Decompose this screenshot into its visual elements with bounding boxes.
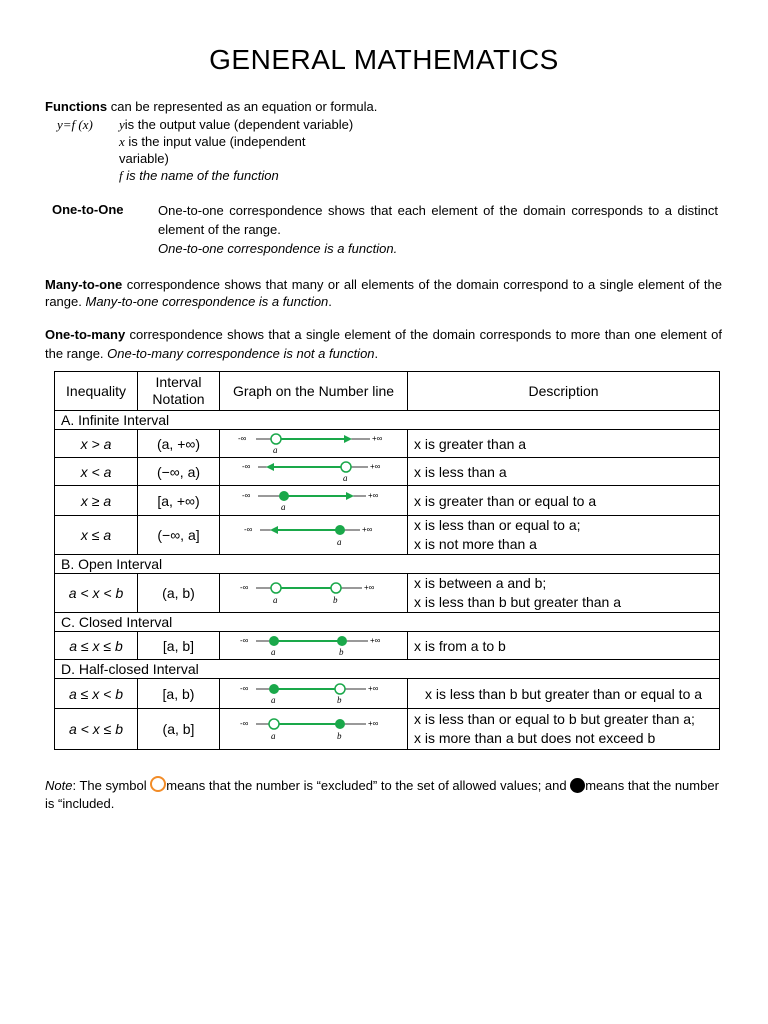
closed-point xyxy=(269,684,279,694)
number-line xyxy=(234,522,394,548)
definition-line: x is the input value (independent xyxy=(119,134,306,149)
pos-inf-label: +∞ xyxy=(371,433,382,443)
number-line xyxy=(234,634,394,658)
point-a-label: a xyxy=(342,472,347,483)
many-to-one-paragraph: Many-to-one correspondence shows that many or all elements of the domain correspond to a single element of the range. Many-to-one correspondence is a function. xyxy=(45,277,722,309)
definition-line: f is the name of the function xyxy=(119,168,279,183)
arrow-left-icon xyxy=(266,463,274,471)
neg-inf-label: -∞ xyxy=(239,683,248,693)
neg-inf-label: -∞ xyxy=(239,635,248,645)
pos-inf-label: +∞ xyxy=(363,583,374,592)
number-line xyxy=(234,489,394,513)
functions-intro xyxy=(45,98,725,115)
table-row xyxy=(55,430,720,458)
pos-inf-label: +∞ xyxy=(367,490,378,500)
description-cell: x is greater than or equal to a xyxy=(408,486,720,516)
interval-cell: [a, +∞) xyxy=(138,486,220,516)
definition-line: variable) xyxy=(119,151,169,166)
interval-table xyxy=(54,371,720,750)
open-point xyxy=(335,684,345,694)
inequality-cell: a < x < b xyxy=(55,574,138,613)
inequality-cell: a ≤ x < b xyxy=(55,679,138,709)
neg-inf-label: -∞ xyxy=(243,525,252,534)
interval-cell: (a, +∞) xyxy=(138,430,220,458)
description-cell: x is less than b but greater than or equal to a xyxy=(408,679,720,709)
point-b-label: b xyxy=(332,595,337,605)
section-infinite: A. Infinite Interval xyxy=(55,411,720,430)
open-point xyxy=(269,719,279,729)
table-row xyxy=(55,574,720,613)
table-row xyxy=(55,516,720,555)
section-row xyxy=(55,613,720,632)
interval-cell: [a, b) xyxy=(138,679,220,709)
point-a-label: a xyxy=(280,501,285,512)
open-point xyxy=(271,434,281,444)
one-to-one-text: One-to-one correspondence shows that each element of the domain corresponds to a distinct element of the range. One-to-one correspondence is a function. xyxy=(158,203,718,256)
table-row xyxy=(55,709,720,750)
one-to-many-paragraph: One-to-many correspondence shows that a single element of the domain corresponds to more than one element of the range. One-to-many correspondence is not a function. xyxy=(45,327,722,361)
function-definitions xyxy=(119,116,379,184)
description-cell: x is between a and b; x is less than b but greater than a xyxy=(408,574,720,613)
arrow-left-icon xyxy=(270,526,278,534)
definition-line: yis the output value (dependent variable) xyxy=(119,117,354,132)
closed-point xyxy=(279,491,289,501)
interval-cell: (a, b] xyxy=(138,709,220,750)
section-closed: C. Closed Interval xyxy=(55,613,720,632)
point-a-label: a xyxy=(270,646,275,657)
header-description: Description xyxy=(408,372,720,411)
function-formula: y=f (x) xyxy=(57,117,93,132)
inequality-cell: x ≤ a xyxy=(55,516,138,555)
closed-point xyxy=(269,636,279,646)
section-row xyxy=(55,660,720,679)
inequality-cell: x ≥ a xyxy=(55,486,138,516)
open-point xyxy=(341,462,351,472)
description-cell: x is less than or equal to b but greater than a; x is more than a but does not exceed b xyxy=(408,709,720,750)
graph-cell xyxy=(220,516,408,555)
neg-inf-label: -∞ xyxy=(239,583,248,592)
section-row xyxy=(55,555,720,574)
section-row xyxy=(55,411,720,430)
point-a-label: a xyxy=(336,537,341,547)
graph-cell xyxy=(220,709,408,750)
interval-cell: (a, b) xyxy=(138,574,220,613)
neg-inf-label: -∞ xyxy=(241,461,250,471)
graph-cell xyxy=(220,486,408,516)
open-circle-icon xyxy=(150,776,166,792)
graph-cell xyxy=(220,458,408,486)
number-line xyxy=(234,432,394,456)
number-line xyxy=(234,682,394,706)
table-row xyxy=(55,679,720,709)
number-line xyxy=(234,716,394,742)
one-to-one-label: One-to-One xyxy=(52,202,124,217)
description-cell: x is greater than a xyxy=(408,430,720,458)
neg-inf-label: -∞ xyxy=(239,719,248,728)
pos-inf-label: +∞ xyxy=(369,461,380,471)
closed-point xyxy=(335,719,345,729)
point-b-label: b xyxy=(338,646,343,657)
filled-circle-icon xyxy=(570,778,585,793)
arrow-right-icon xyxy=(344,435,352,443)
graph-cell xyxy=(220,679,408,709)
section-open: B. Open Interval xyxy=(55,555,720,574)
point-a-label: a xyxy=(272,595,277,605)
inequality-cell: a < x ≤ b xyxy=(55,709,138,750)
table-row xyxy=(55,486,720,516)
inequality-cell: a ≤ x ≤ b xyxy=(55,632,138,660)
arrow-right-icon xyxy=(346,492,354,500)
closed-point xyxy=(337,636,347,646)
header-inequality: Inequality xyxy=(55,372,138,411)
table-row xyxy=(55,458,720,486)
neg-inf-label: -∞ xyxy=(241,490,250,500)
functions-lead: Functions xyxy=(45,99,108,114)
interval-cell: (−∞, a] xyxy=(138,516,220,555)
header-graph: Graph on the Number line xyxy=(220,372,408,411)
pos-inf-label: +∞ xyxy=(369,635,380,645)
table-row xyxy=(55,632,720,660)
page-title: GENERAL MATHEMATICS xyxy=(209,44,559,75)
header-interval: Interval Notation xyxy=(138,372,220,411)
description-cell: x is less than a xyxy=(408,458,720,486)
table-header-row xyxy=(55,372,720,411)
point-a-label: a xyxy=(270,731,275,741)
point-b-label: b xyxy=(336,731,341,741)
graph-cell xyxy=(220,430,408,458)
note-paragraph: Note: The symbol means that the number is “excluded” to the set of allowed values; and means that the number is “included. xyxy=(45,778,719,811)
description-cell: x is from a to b xyxy=(408,632,720,660)
interval-cell: [a, b] xyxy=(138,632,220,660)
graph-cell xyxy=(220,574,408,613)
section-half-closed: D. Half-closed Interval xyxy=(55,660,720,679)
inequality-cell: x > a xyxy=(55,430,138,458)
open-point xyxy=(271,583,281,593)
functions-intro-text: can be represented as an equation or formula. xyxy=(107,99,378,114)
number-line xyxy=(234,460,394,484)
graph-cell xyxy=(220,632,408,660)
pos-inf-label: +∞ xyxy=(367,683,378,693)
point-a-label: a xyxy=(270,694,275,705)
inequality-cell: x < a xyxy=(55,458,138,486)
open-point xyxy=(331,583,341,593)
point-b-label: b xyxy=(336,694,341,705)
pos-inf-label: +∞ xyxy=(367,719,378,728)
point-a-label: a xyxy=(272,444,277,455)
pos-inf-label: +∞ xyxy=(361,525,372,534)
number-line xyxy=(234,580,394,606)
interval-cell: (−∞, a) xyxy=(138,458,220,486)
neg-inf-label: -∞ xyxy=(237,433,246,443)
closed-point xyxy=(335,525,345,535)
description-cell: x is less than or equal to a; x is not more than a xyxy=(408,516,720,555)
